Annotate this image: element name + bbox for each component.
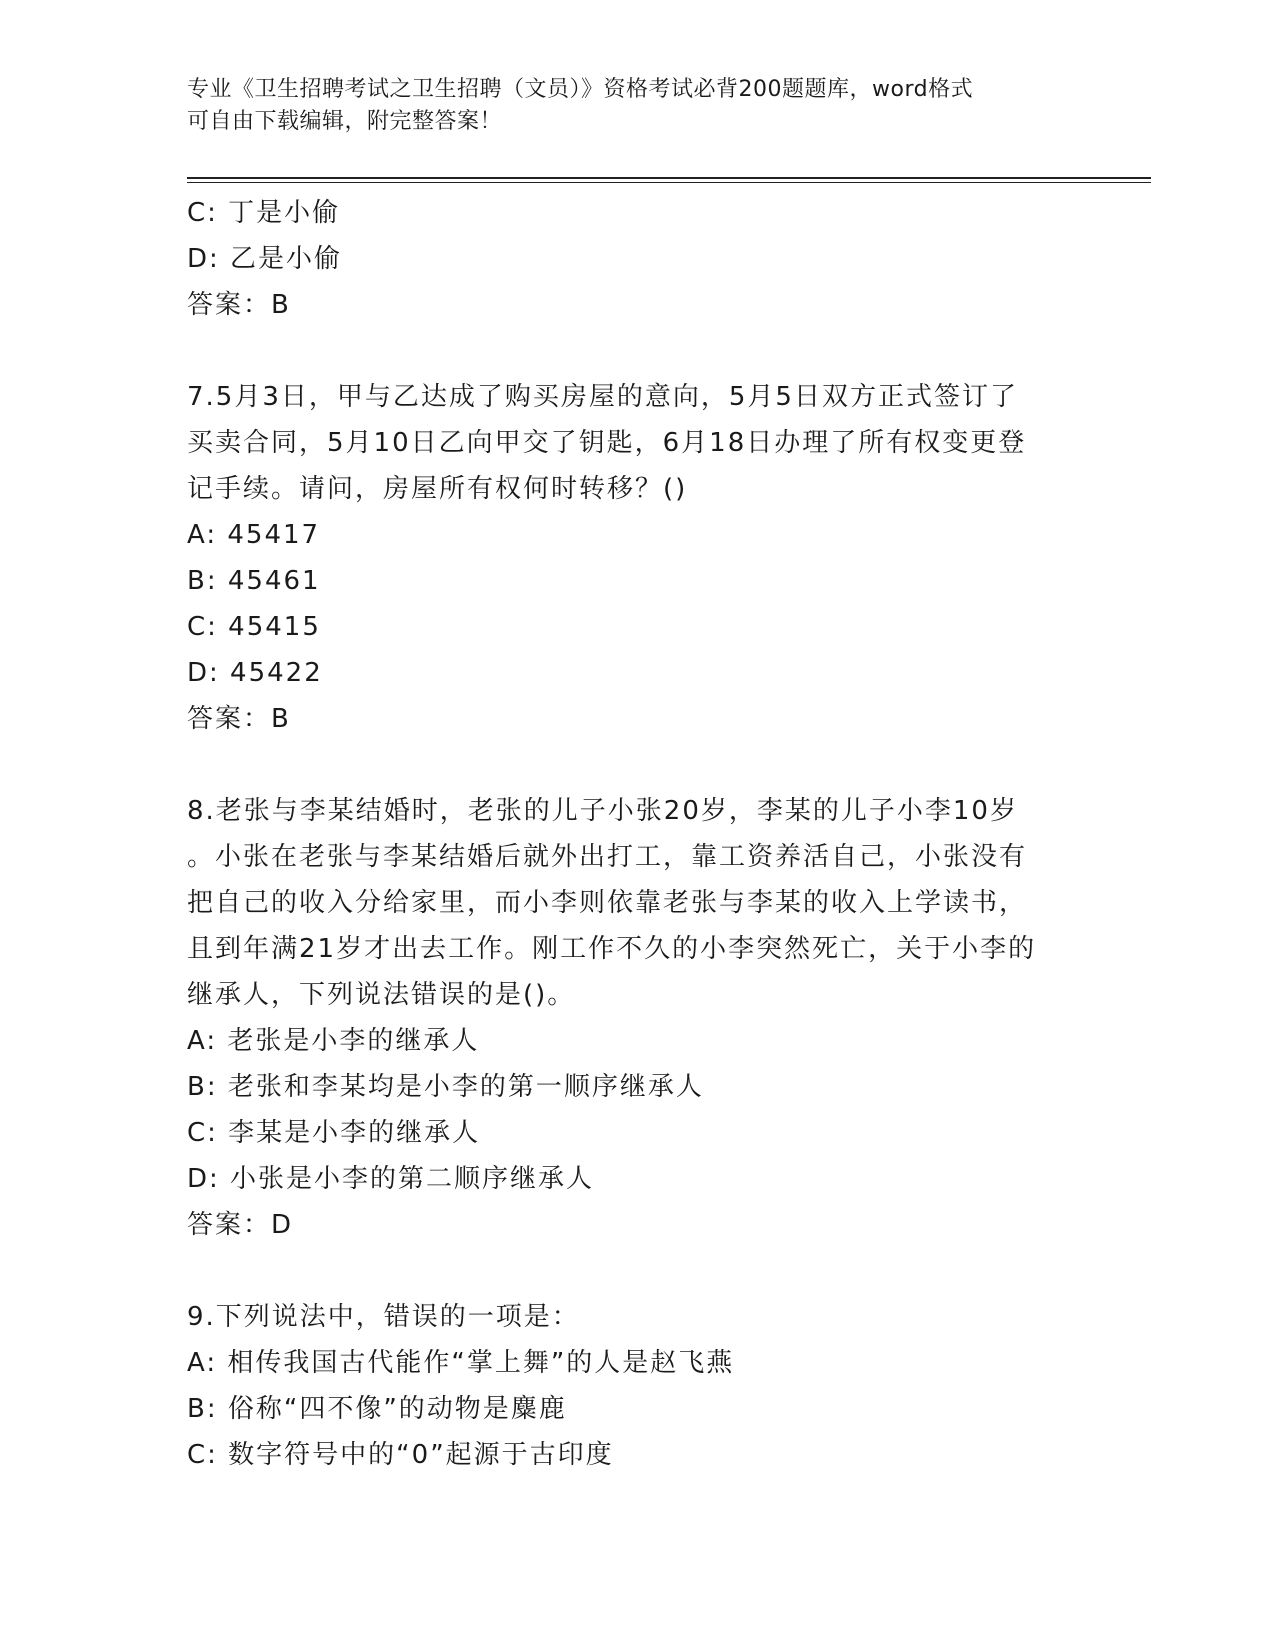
option-a: A: 相传我国古代能作“掌上舞”的人是赵飞燕 bbox=[187, 1348, 735, 1378]
page-header bbox=[187, 74, 1067, 138]
question-stem-line: 把自己的收入分给家里，而小李则依靠老张与李某的收入上学读书， bbox=[187, 888, 1028, 918]
question-stem-line: 记手续。请问，房屋所有权何时转移？() bbox=[187, 474, 688, 504]
question-stem-line: 7.5月3日，甲与乙达成了购买房屋的意向，5月5日双方正式签订了 bbox=[187, 382, 1018, 412]
option-b: B: 俗称“四不像”的动物是麋鹿 bbox=[187, 1394, 567, 1424]
question-6 bbox=[187, 190, 1087, 328]
option-d: D: 小张是小李的第二顺序继承人 bbox=[187, 1164, 595, 1194]
question-list bbox=[187, 190, 1087, 1478]
option-b: B: 老张和李某均是小李的第一顺序继承人 bbox=[187, 1072, 704, 1102]
header-rule-thick bbox=[187, 177, 1151, 179]
question-stem-line: 。小张在老张与李某结婚后就外出打工，靠工资养活自己，小张没有 bbox=[187, 842, 1028, 872]
option-c: C: 丁是小偷 bbox=[187, 198, 341, 228]
option-b: B: 45461 bbox=[187, 566, 321, 596]
spacer bbox=[187, 742, 1087, 788]
question-stem-line: 且到年满21岁才出去工作。刚工作不久的小李突然死亡，关于小李的 bbox=[187, 934, 1037, 964]
spacer bbox=[187, 328, 1087, 374]
option-d: D: 45422 bbox=[187, 658, 323, 688]
answer-line: 答案：B bbox=[187, 290, 291, 320]
option-d: D: 乙是小偷 bbox=[187, 244, 343, 274]
question-stem-line: 继承人，下列说法错误的是()。 bbox=[187, 980, 576, 1010]
question-7 bbox=[187, 374, 1087, 742]
question-9 bbox=[187, 1294, 1087, 1478]
option-a: A: 老张是小李的继承人 bbox=[187, 1026, 480, 1056]
spacer bbox=[187, 1248, 1087, 1294]
question-8 bbox=[187, 788, 1087, 1248]
answer-line: 答案：D bbox=[187, 1210, 294, 1240]
question-stem-line: 9.下列说法中，错误的一项是： bbox=[187, 1302, 580, 1332]
header-line-1: 专业《卫生招聘考试之卫生招聘（文员）》资格考试必背200题题库，word格式 bbox=[187, 77, 974, 102]
option-a: A: 45417 bbox=[187, 520, 321, 550]
option-c: C: 45415 bbox=[187, 612, 321, 642]
option-c: C: 数字符号中的“0”起源于古印度 bbox=[187, 1440, 614, 1470]
question-stem-line: 8.老张与李某结婚时，老张的儿子小张20岁，李某的儿子小李10岁 bbox=[187, 796, 1018, 826]
option-c: C: 李某是小李的继承人 bbox=[187, 1118, 481, 1148]
header-line-2: 可自由下载编辑，附完整答案！ bbox=[187, 109, 503, 134]
question-stem-line: 买卖合同，5月10日乙向甲交了钥匙，6月18日办理了所有权变更登 bbox=[187, 428, 1027, 458]
answer-line: 答案：B bbox=[187, 704, 291, 734]
header-rule-thin bbox=[187, 182, 1151, 183]
